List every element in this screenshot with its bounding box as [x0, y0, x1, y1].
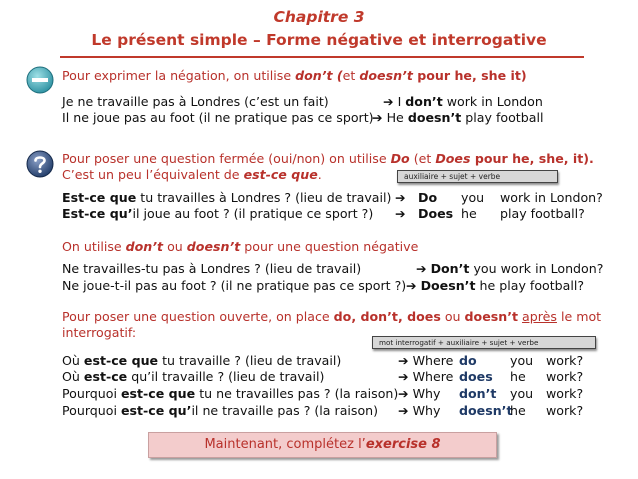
arrow-icon: ➔ [395, 206, 406, 221]
closed-en-1-subject: you [461, 190, 485, 205]
closed-en-1-aux: Do [418, 190, 438, 205]
closed-question-en-2 [395, 206, 406, 222]
title-divider [60, 56, 584, 58]
open-question-fr-3: Pourquoi est-ce que tu ne travailles pas ? (la raison) [62, 386, 399, 401]
open-en-4-verb: work? [546, 403, 584, 418]
negative-question-intro: On utilise don’t ou doesn’t pour une question négative [62, 239, 419, 254]
negative-question-en-1: ➔ Don’t you work in London? [416, 261, 604, 276]
open-en-1-aux: do [459, 353, 477, 368]
arrow-icon: ➔ [398, 353, 409, 368]
open-en-4-subject: he [510, 403, 526, 418]
negative-question-fr-1: Ne travailles-tu pas à Londres ? (lieu de travail) [62, 261, 362, 276]
open-en-1-verb: work? [546, 353, 584, 368]
closed-question-fr-1: Est-ce que tu travailles à Londres ? (lieu de travail) [62, 190, 392, 205]
closed-en-1-rest: work in London? [500, 190, 603, 205]
arrow-icon: ➔ [398, 369, 409, 384]
open-en-2-verb: work? [546, 369, 584, 384]
structure-badge-open: mot interrogatif + auxiliaire + sujet + verbe [372, 336, 596, 349]
open-en-3-aux: don’t [459, 386, 497, 401]
chapter-title: Chapitre 3 [273, 8, 365, 26]
open-en-3-verb: work? [546, 386, 584, 401]
minus-icon [26, 66, 54, 94]
negative-question-en-2: ➔ Doesn’t he play football? [406, 278, 585, 293]
closed-question-intro-2: C’est un peu l’équivalent de est-ce que. [62, 167, 322, 182]
arrow-icon: ➔ [383, 94, 394, 109]
exercise-link[interactable]: Maintenant, complétez l’exercise 8 [148, 432, 497, 458]
open-en-4-wh: ➔ Why [398, 403, 441, 418]
arrow-icon: ➔ [398, 386, 409, 401]
open-en-2-subject: he [510, 369, 526, 384]
open-en-3-subject: you [510, 386, 534, 401]
open-question-fr-4: Pourquoi est-ce qu’il ne travaille pas ? (la raison) [62, 403, 379, 418]
negative-question-fr-2: Ne joue-t-il pas au foot ? (il ne pratique pas ce sport ?) [62, 278, 407, 293]
open-question-intro-1: Pour poser une question ouverte, on place do, don’t, does ou doesn’t après le mot [62, 309, 602, 324]
page-title: Le présent simple – Forme négative et interrogative [91, 31, 547, 49]
open-en-2-aux: does [459, 369, 493, 384]
negation-en-2: ➔ He doesn’t play football [372, 110, 544, 125]
question-icon [26, 150, 54, 178]
open-question-fr-1: Où est-ce que tu travaille ? (lieu de travail) [62, 353, 342, 368]
closed-en-2-rest: play football? [500, 206, 585, 221]
structure-badge: auxiliaire + sujet + verbe [397, 170, 558, 183]
open-en-4-aux: doesn’t [459, 403, 513, 418]
closed-question-fr-2: Est-ce qu’il joue au foot ? (il pratique ce sport ?) [62, 206, 374, 221]
open-question-intro-2: interrogatif: [62, 325, 137, 340]
open-en-1-wh: ➔ Where [398, 353, 454, 368]
open-question-fr-2: Où est-ce qu’il travaille ? (lieu de travail) [62, 369, 325, 384]
arrow-icon: ➔ [395, 190, 406, 205]
open-en-3-wh: ➔ Why [398, 386, 441, 401]
negation-en-1: ➔ I don’t work in London [383, 94, 543, 109]
open-en-2-wh: ➔ Where [398, 369, 454, 384]
closed-en-2-subject: he [461, 206, 477, 221]
open-en-1-subject: you [510, 353, 534, 368]
negation-fr-2: Il ne joue pas au foot (il ne pratique pas ce sport) [62, 110, 374, 125]
arrow-icon: ➔ [398, 403, 409, 418]
negation-intro: Pour exprimer la négation, on utilise don’t (et doesn’t pour he, she it) [62, 68, 527, 83]
closed-question-en-1 [395, 190, 406, 206]
arrow-icon: ➔ [416, 261, 427, 276]
closed-en-2-aux: Does [418, 206, 454, 221]
arrow-icon: ➔ [406, 278, 417, 293]
closed-question-intro-1: Pour poser une question fermée (oui/non) on utilise Do (et Does pour he, she, it). [62, 151, 594, 166]
negation-fr-1: Je ne travaille pas à Londres (c’est un fait) [62, 94, 329, 109]
arrow-icon: ➔ [372, 110, 383, 125]
